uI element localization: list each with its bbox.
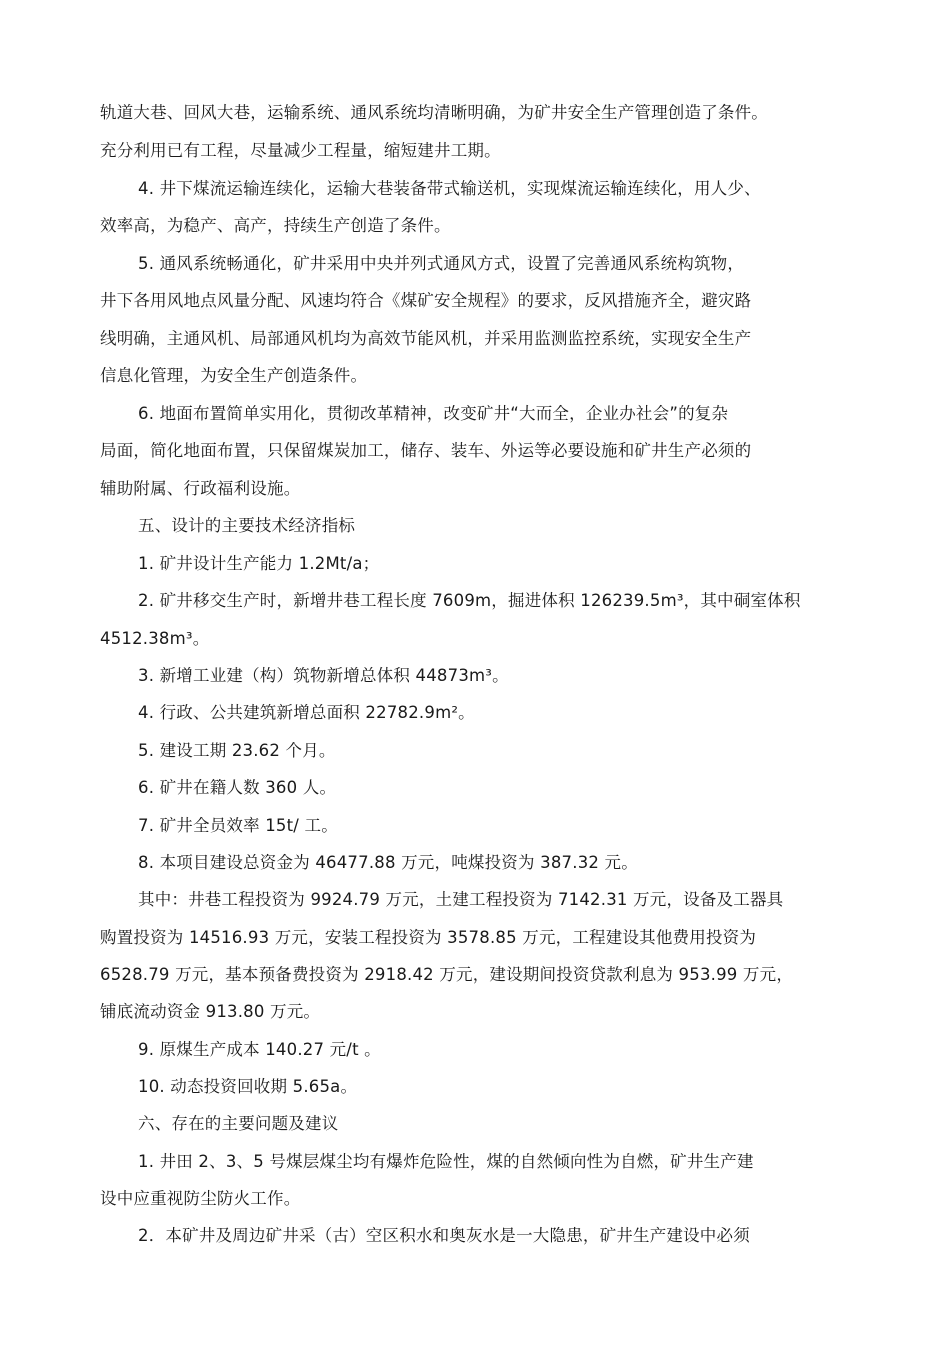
text-line: 2. 矿井移交生产时，新增井巷工程长度 7609m，掘进体积 126239.5m³，其中硐室体积: [138, 591, 801, 610]
text-line: 5. 建设工期 23.62 个月。: [138, 741, 336, 760]
text-line: 4512.38m³。: [100, 629, 210, 648]
text-line: 8. 本项目建设总资金为 46477.88 万元，吨煤投资为 387.32 元。: [138, 853, 638, 872]
text-line: 辅助附属、行政福利设施。: [100, 479, 301, 498]
text-line: 1. 井田 2、3、5 号煤层煤尘均有爆炸危险性，煤的自然倾向性为自燃，矿井生产建: [138, 1152, 754, 1171]
text-line: 7. 矿井全员效率 15t/ 工。: [138, 816, 338, 835]
text-line: 其中：井巷工程投资为 9924.79 万元，土建工程投资为 7142.31 万元，设备及工器具: [138, 890, 784, 909]
text-line: 线明确，主通风机、局部通风机均为高效节能风机，并采用监测监控系统，实现安全生产: [100, 329, 752, 348]
text-line: 信息化管理，为安全生产创造条件。: [100, 366, 368, 385]
text-line: 购置投资为 14516.93 万元，安装工程投资为 3578.85 万元，工程建设其他费用投资为: [100, 928, 757, 947]
text-line: 9. 原煤生产成本 140.27 元/t 。: [138, 1040, 381, 1059]
text-line: 4. 行政、公共建筑新增总面积 22782.9m²。: [138, 703, 475, 722]
text-line: 效率高，为稳产、高产，持续生产创造了条件。: [100, 216, 451, 235]
text-line: 充分利用已有工程，尽量减少工程量，缩短建井工期。: [100, 141, 501, 160]
text-line: 1. 矿井设计生产能力 1.2Mt/a；: [138, 554, 380, 573]
text-line: 10. 动态投资回收期 5.65a。: [138, 1077, 358, 1096]
section-heading: 六、存在的主要问题及建议: [138, 1114, 339, 1133]
text-line: 6. 矿井在籍人数 360 人。: [138, 778, 337, 797]
text-line: 5. 通风系统畅通化，矿井采用中央并列式通风方式，设置了完善通风系统构筑物，: [138, 254, 745, 273]
section-heading: 五、设计的主要技术经济指标: [138, 516, 356, 535]
text-line: 设中应重视防尘防火工作。: [100, 1189, 301, 1208]
text-line: 局面，简化地面布置，只保留煤炭加工，储存、装车、外运等必要设施和矿井生产必须的: [100, 441, 752, 460]
text-line: 井下各用风地点风量分配、风速均符合《煤矿安全规程》的要求，反风措施齐全，避灾路: [100, 291, 752, 310]
text-line: 6. 地面布置简单实用化，贯彻改革精神，改变矿井“大而全，企业办社会”的复杂: [138, 404, 729, 423]
text-line: 2．本矿井及周边矿井采（古）空区积水和奥灰水是一大隐患，矿井生产建设中必须: [138, 1226, 750, 1245]
text-line: 轨道大巷、回风大巷，运输系统、通风系统均清晰明确，为矿井安全生产管理创造了条件。: [100, 103, 768, 122]
text-line: 4. 井下煤流运输连续化，运输大巷装备带式输送机，实现煤流运输连续化，用人少、: [138, 179, 761, 198]
text-line: 铺底流动资金 913.80 万元。: [100, 1002, 321, 1021]
text-line: 6528.79 万元，基本预备费投资为 2918.42 万元，建设期间投资贷款利息为 953.99 万元，: [100, 965, 794, 984]
text-line: 3. 新增工业建（构）筑物新增总体积 44873m³。: [138, 666, 509, 685]
